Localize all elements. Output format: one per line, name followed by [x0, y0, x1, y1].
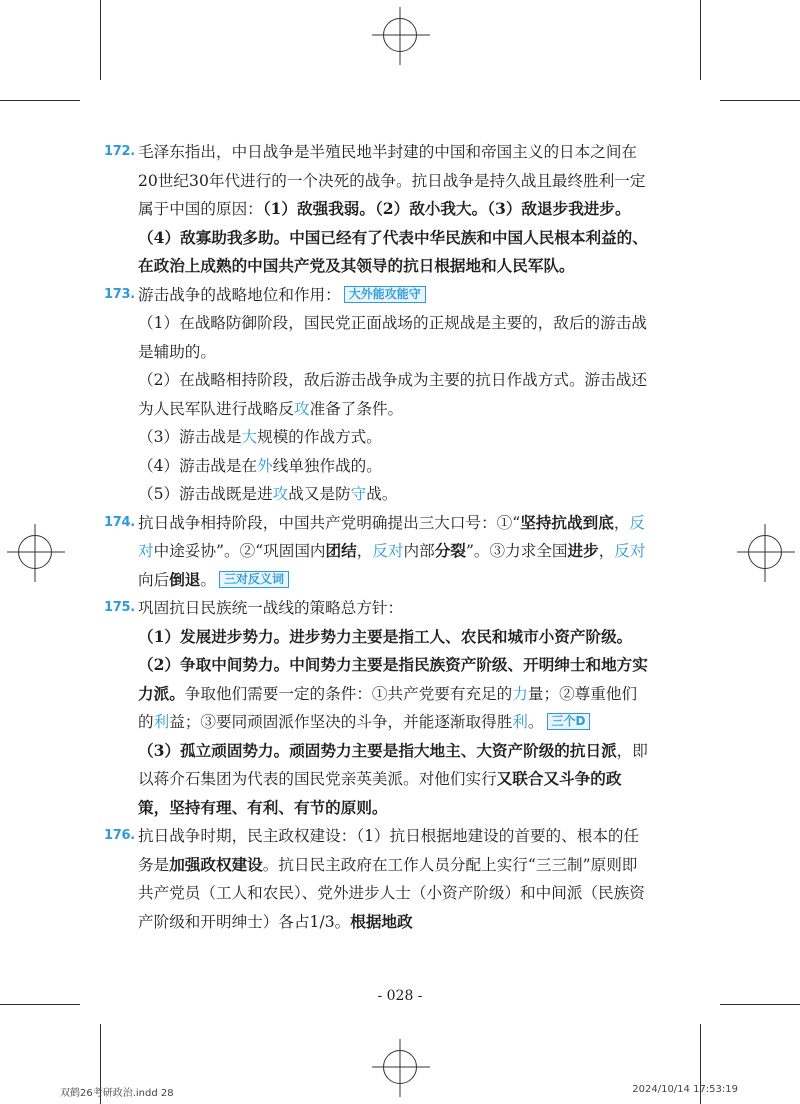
item-title: 游击战争的战略地位和作用： — [138, 285, 341, 304]
text-bold: 团结 — [325, 541, 357, 560]
item-line: （1）发展进步势力。进步势力主要是指工人、农民和城市小资产阶级。 — [138, 626, 633, 646]
item-number: 173. — [104, 286, 135, 302]
text: ， — [598, 542, 615, 560]
highlight: 外 — [257, 456, 273, 475]
highlight: 反对 — [138, 513, 646, 560]
item-line — [138, 452, 650, 481]
text: 量；②尊重他们的 — [138, 684, 638, 731]
item-line: （1）在战略防御阶段，国民党正面战场的正规战是主要的，敌后的游击战是辅助的。 — [138, 314, 647, 361]
text: 战。 — [366, 485, 398, 503]
text-bold: 分裂 — [434, 541, 466, 560]
item-176 — [104, 822, 650, 936]
page-number: - 028 - — [377, 988, 423, 1004]
page-content — [104, 138, 650, 936]
text: 。 — [527, 713, 544, 731]
text: 线单独作战的。 — [272, 456, 382, 475]
footer-filename: 双鹤26考研政治.indd 28 — [60, 1088, 174, 1099]
item-number: 176. — [104, 828, 135, 843]
item-number: 175. — [104, 600, 135, 615]
highlight: 利 — [153, 713, 170, 731]
registration-mark — [383, 1050, 417, 1084]
crop-mark — [720, 100, 800, 101]
item-173 — [104, 281, 650, 509]
highlight: 大 — [241, 428, 258, 446]
text: 战又是防 — [288, 485, 351, 503]
item-text-bold: （1）敌强我弱。（2）敌小我大。（3）敌退步我进步。（4）敌寡助我多助。中国已经有了代表中华民族和中国人民根本利益的、在政治上成熟的中国共产党及其领导的抗日根据地和人民军队。 — [138, 199, 648, 275]
text-bold: （3）孤立顽固势力。顽固势力主要是指大地主、大资产阶级的抗日派 — [138, 740, 617, 760]
item-line — [138, 480, 650, 509]
crop-mark — [100, 0, 101, 80]
mnemonic-tag: 大外能攻能守 — [344, 286, 426, 303]
footer-timestamp: 2024/10/14 17:53:19 — [632, 1084, 738, 1095]
text-bold: 进步 — [567, 541, 599, 560]
item-number: 172. — [104, 144, 135, 159]
item-line — [138, 737, 650, 823]
crop-mark — [0, 100, 80, 101]
text: ，即以蒋介石集团为代表的国民党亲英美派。对他们实行 — [138, 741, 648, 788]
text: ”。②“巩固国内 — [216, 542, 326, 560]
mnemonic-tag: 三个D — [547, 713, 591, 730]
text: 争取他们需要一定的条件：①共产党要有充足的 — [184, 684, 513, 703]
highlight: 攻 — [272, 485, 289, 503]
item-175 — [104, 594, 650, 822]
mnemonic-tag: 三对反义词 — [219, 571, 289, 588]
text: 规模的作战方式。 — [257, 428, 382, 446]
text: 益；③要同顽固派作坚决的斗争，并能逐渐取得胜 — [169, 713, 513, 731]
item-174 — [104, 509, 650, 595]
text: 。 — [200, 570, 217, 589]
highlight: 攻 — [293, 399, 310, 418]
registration-mark — [18, 535, 52, 569]
text: 中途妥协 — [153, 542, 216, 560]
item-line — [138, 423, 650, 452]
text: ”。③力求全国 — [465, 542, 568, 560]
text: 向后 — [138, 570, 170, 589]
registration-mark — [383, 18, 417, 52]
text: （3）游击战是 — [138, 428, 242, 446]
text: （2）在战略相持阶段，敌后游击战争成为主要的抗日作战方式。游击战还为人民军队进行战略反 — [138, 371, 647, 418]
text: （5）游击战既是进 — [138, 485, 273, 503]
crop-mark — [0, 1004, 80, 1005]
highlight: 守 — [350, 485, 367, 503]
text-bold: 加强政权建设 — [169, 854, 263, 874]
text-bold: 坚持抗战到底 — [520, 512, 614, 532]
item-172 — [104, 138, 650, 281]
text: 抗日战争相持阶段，中国共产党明确提出三大口号：①“ — [138, 513, 521, 532]
text: ， — [613, 513, 630, 532]
highlight: 利 — [512, 713, 528, 731]
item-title: 巩固抗日民族统一战线的策略总方针： — [138, 599, 404, 617]
highlight: 力 — [512, 684, 528, 703]
crop-mark — [700, 0, 701, 80]
text: ， — [356, 542, 373, 560]
text: 内部 — [403, 542, 435, 560]
item-line — [138, 366, 650, 423]
item-text: 毛泽东指出，中日战争是半殖民地半封建的中国和帝国主义的日本之间在20世纪30年代进行的一个决死的战争。抗日战争是持久战且最终胜利一定属于中国的原因： — [138, 143, 646, 218]
text: （4）游击战是在 — [138, 456, 258, 475]
text: 准备了条件。 — [309, 399, 404, 418]
item-number: 174. — [104, 514, 135, 530]
text-bold: 又联合又斗争的政策，坚持有理、有利、有节的原则。 — [138, 769, 622, 817]
crop-mark — [720, 1004, 800, 1005]
highlight: 反对 — [372, 542, 404, 560]
item-line — [138, 651, 650, 737]
highlight: 反对 — [614, 542, 646, 560]
text: 。抗日民主政府在工作人员分配上实行“三三制”原则即共产党员（工人和农民）、党外进步人士（小资产阶级）和中间派（民族资产阶级和开明绅士）各占1/3。 — [138, 855, 645, 931]
text: 抗日战争时期，民主政权建设：（1）抗日根据地建设的首要的、根本的任务是 — [138, 827, 640, 874]
registration-mark — [748, 535, 782, 569]
text-bold: 根据地政 — [350, 911, 413, 931]
text-bold: 倒退 — [169, 569, 201, 589]
text-bold: （2）争取中间势力。中间势力主要是指民族资产阶级、开明绅士和地方实力派。 — [138, 655, 648, 703]
